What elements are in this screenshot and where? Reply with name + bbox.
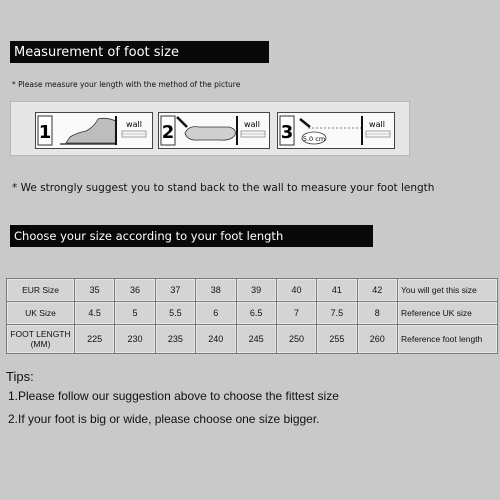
table-cell: 250 — [276, 325, 316, 354]
table-cell: 39 — [236, 279, 276, 302]
step-1-number: 1 — [38, 122, 52, 143]
tip-item: 2.If your foot is big or wide, please choose one size bigger. — [8, 412, 320, 426]
table-cell: 36 — [115, 279, 155, 302]
tips-title: Tips: — [6, 369, 34, 384]
step-3-reading: 5.0 cm — [302, 135, 326, 143]
measurement-heading — [10, 41, 269, 63]
table-cell: 230 — [115, 325, 155, 354]
table-cell: 245 — [236, 325, 276, 354]
table-cell: 41 — [317, 279, 357, 302]
table-cell: 37 — [155, 279, 195, 302]
pen-icon — [300, 119, 310, 127]
choose-size-heading-text: Choose your size according to your foot length — [14, 229, 284, 243]
table-cell: 35 — [75, 279, 115, 302]
row-label — [7, 325, 75, 354]
step-2-illustration — [158, 112, 270, 149]
table-cell: 38 — [196, 279, 236, 302]
step-1-wall-label: wall — [126, 120, 142, 129]
table-cell: 260 — [357, 325, 397, 354]
row-note: You will get this size — [398, 279, 498, 302]
row-note: Reference UK size — [398, 302, 498, 325]
step-3-number: 3 — [280, 122, 294, 143]
method-note: * Please measure your length with the method of the picture — [12, 80, 241, 89]
table-row-foot-length — [7, 325, 498, 354]
table-cell: 5 — [115, 302, 155, 325]
table-cell: 42 — [357, 279, 397, 302]
table-cell: 7 — [276, 302, 316, 325]
step-1-illustration — [35, 112, 153, 149]
step-2-number: 2 — [161, 122, 175, 143]
row-label: UK Size — [7, 302, 75, 325]
table-cell: 5.5 — [155, 302, 195, 325]
step-3-wall-label: wall — [369, 120, 385, 129]
measurement-heading-text: Measurement of foot size — [14, 44, 179, 60]
size-chart-table — [6, 278, 498, 354]
tip-item: 1.Please follow our suggestion above to choose the fittest size — [8, 389, 339, 403]
pen-icon — [177, 117, 187, 127]
row-label-line-1: FOOT LENGTH — [10, 329, 71, 339]
table-cell: 255 — [317, 325, 357, 354]
table-cell: 4.5 — [75, 302, 115, 325]
table-cell: 7.5 — [317, 302, 357, 325]
table-cell: 40 — [276, 279, 316, 302]
measurement-steps-panel — [10, 101, 410, 156]
table-cell: 225 — [75, 325, 115, 354]
table-row-uk — [7, 302, 498, 325]
choose-size-heading — [10, 225, 373, 247]
table-cell: 6 — [196, 302, 236, 325]
table-cell: 240 — [196, 325, 236, 354]
step-3-illustration — [277, 112, 395, 149]
row-note: Reference foot length — [398, 325, 498, 354]
step-2-wall-label: wall — [244, 120, 260, 129]
table-cell: 8 — [357, 302, 397, 325]
row-label: EUR Size — [7, 279, 75, 302]
table-cell: 6.5 — [236, 302, 276, 325]
foot-top-icon — [185, 127, 235, 141]
table-cell: 235 — [155, 325, 195, 354]
row-label-line-2: (MM) — [30, 339, 51, 349]
foot-side-icon — [66, 118, 116, 143]
wall-suggestion-note: * We strongly suggest you to stand back to the wall to measure your foot length — [12, 182, 435, 194]
table-row-eur — [7, 279, 498, 302]
